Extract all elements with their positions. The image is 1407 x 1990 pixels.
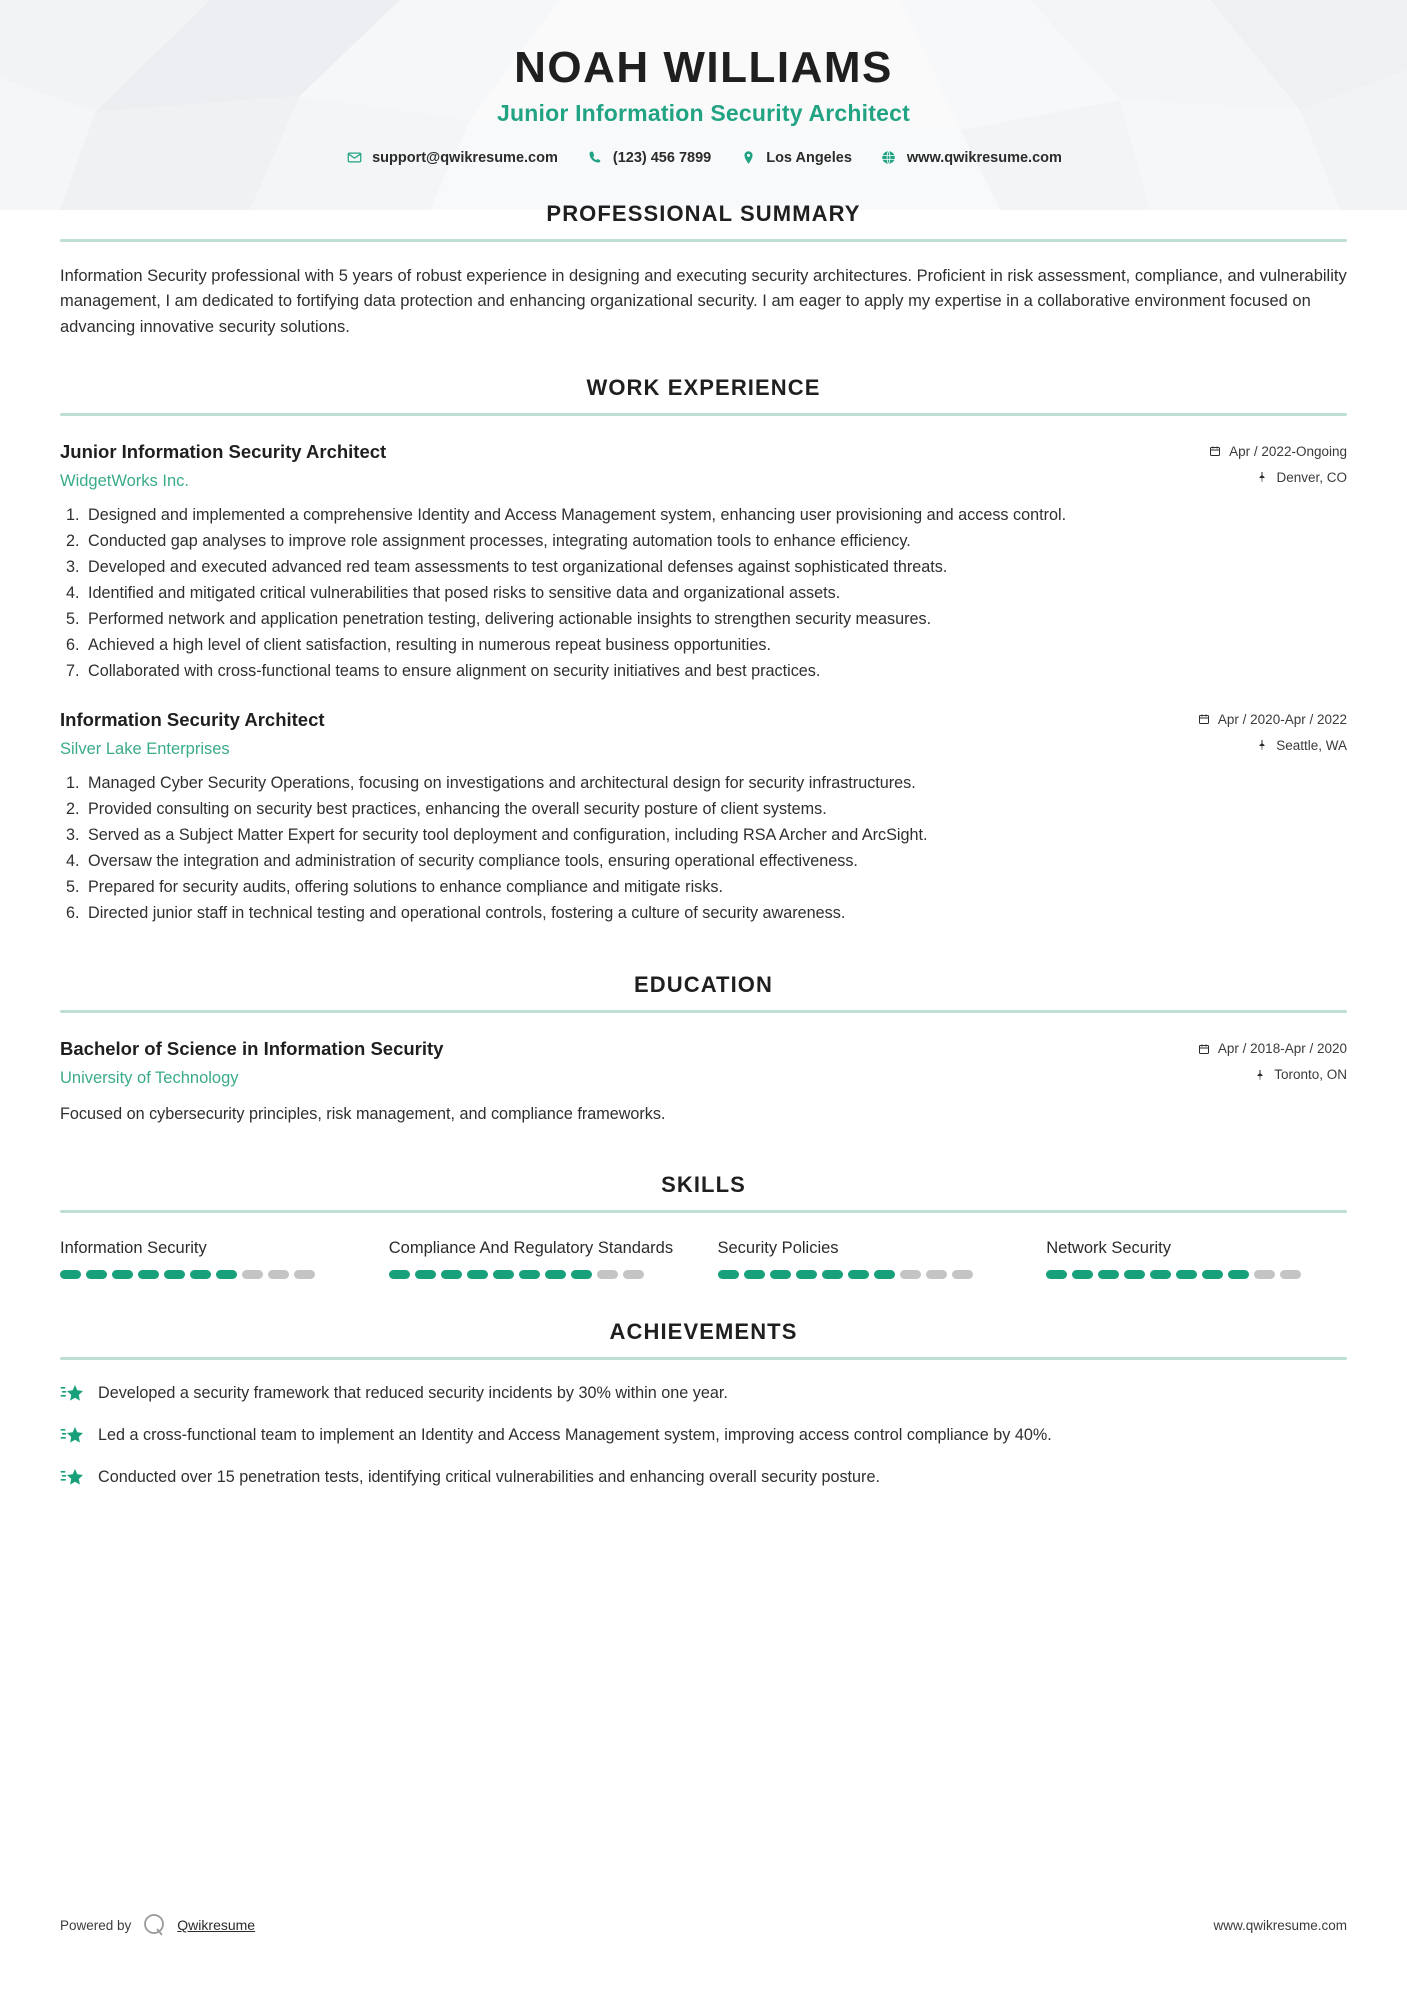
section-divider: [60, 239, 1347, 242]
skill-segment: [623, 1270, 644, 1279]
education-degree: Bachelor of Science in Information Security: [60, 1038, 444, 1060]
experience-dates-value: Apr / 2020-Apr / 2022: [1217, 711, 1347, 727]
list-item: 2. Conducted gap analyses to improve role assignment processes, integrating automation tools to enhance efficiency.: [84, 530, 1347, 554]
skill-segment: [822, 1270, 843, 1279]
section-skills: [60, 1172, 1347, 1279]
section-title-summary: PROFESSIONAL SUMMARY: [546, 200, 861, 226]
skill-segment: [848, 1270, 869, 1279]
achievement-text: Conducted over 15 penetration tests, identifying critical vulnerabilities and enhancing overall security posture.: [98, 1468, 880, 1487]
education-dates-value: Apr / 2018-Apr / 2020: [1217, 1041, 1347, 1057]
skill-segment: [1046, 1270, 1067, 1279]
education-location: [1197, 1067, 1347, 1082]
experience-entry-left: [60, 440, 1208, 492]
brand-link[interactable]: Qwikresume: [177, 1917, 256, 1933]
candidate-job-title: Junior Information Security Architect: [497, 99, 910, 126]
skill-segment: [519, 1270, 540, 1279]
education-school: University of Technology: [60, 1069, 239, 1088]
section-work-experience: [60, 375, 1347, 927]
education-entry-header: [60, 1037, 1347, 1089]
skill-segment: [138, 1270, 159, 1279]
list-item: 1. Managed Cyber Security Operations, focusing on investigations and architectural design for security infrastructures.: [84, 772, 1347, 796]
list-item: 7. Collaborated with cross-functional teams to ensure alignment on security initiatives and best practices.: [84, 660, 1347, 684]
education-entry-meta: [1197, 1037, 1347, 1082]
skill-segment: [952, 1270, 973, 1279]
star-burst-icon: [60, 1426, 86, 1448]
skill-label: Network Security: [1046, 1238, 1171, 1257]
section-title-skills: SKILLS: [661, 1171, 746, 1197]
skill-label: Information Security: [60, 1238, 207, 1257]
experience-location-value: Seattle, WA: [1276, 737, 1347, 753]
skill-segment: [164, 1270, 185, 1279]
skill-level-bar: [60, 1270, 361, 1279]
footer-branding: [60, 1912, 255, 1938]
achievements-list: [60, 1382, 1347, 1490]
skill-segment: [1254, 1270, 1275, 1279]
experience-bullet-list: [60, 504, 1347, 684]
experience-dates-value: Apr / 2022-Ongoing: [1229, 443, 1347, 459]
experience-location: [1197, 738, 1347, 753]
skill-segment: [1280, 1270, 1301, 1279]
section-professional-summary: [60, 201, 1347, 341]
phone-icon: [586, 149, 604, 167]
skill-segment: [1124, 1270, 1145, 1279]
skill-label: Compliance And Regulatory Standards: [388, 1238, 674, 1257]
skill-segment: [389, 1270, 410, 1279]
skills-grid: [60, 1237, 1347, 1279]
footer-website-url: www.qwikresume.com: [1213, 1917, 1347, 1933]
list-item: 6. Directed junior staff in technical testing and operational controls, fostering a culture of security awareness.: [84, 902, 1347, 926]
contact-email[interactable]: [331, 149, 572, 167]
section-divider: [60, 1357, 1347, 1360]
skill-segment: [216, 1270, 237, 1279]
section-education: [60, 972, 1347, 1126]
section-title-achievements: ACHIEVEMENTS: [609, 1319, 798, 1345]
experience-company: Silver Lake Enterprises: [60, 739, 230, 758]
skill-segment: [1072, 1270, 1093, 1279]
list-item: 4. Oversaw the integration and administration of security compliance tools, ensuring operational effectiveness.: [84, 850, 1347, 874]
experience-entry-meta: [1208, 440, 1347, 485]
experience-company: WidgetWorks Inc.: [60, 471, 189, 490]
experience-location-value: Denver, CO: [1276, 469, 1347, 485]
skill-segment: [770, 1270, 791, 1279]
section-achievements: [60, 1319, 1347, 1490]
star-burst-icon: [60, 1468, 86, 1490]
skill-label: Security Policies: [717, 1238, 839, 1257]
resume-header: [60, 0, 1347, 167]
calendar-icon: [1197, 712, 1211, 726]
skill-level-bar: [389, 1270, 690, 1279]
list-item: 6. Achieved a high level of client satisfaction, resulting in numerous repeat business opportunities.: [84, 634, 1347, 658]
list-item: 4. Identified and mitigated critical vulnerabilities that posed risks to sensitive data and organizational assets.: [84, 582, 1347, 606]
skill-segment: [268, 1270, 289, 1279]
skill-segment: [1202, 1270, 1223, 1279]
skill-segment: [112, 1270, 133, 1279]
list-item: [60, 1424, 1347, 1448]
list-item: [60, 1382, 1347, 1406]
contact-location[interactable]: [725, 149, 866, 167]
skill-segment: [571, 1270, 592, 1279]
experience-dates: [1208, 444, 1347, 459]
skill-segment: [467, 1270, 488, 1279]
page-footer: [60, 1912, 1347, 1938]
contact-row: [60, 149, 1347, 167]
star-burst-icon: [60, 1384, 86, 1406]
list-item: [60, 1466, 1347, 1490]
skill-segment: [60, 1270, 81, 1279]
education-entry-left: [60, 1037, 1197, 1089]
map-pin-icon: [1255, 738, 1269, 752]
experience-dates: [1197, 712, 1347, 727]
section-title-education: EDUCATION: [633, 972, 774, 998]
skill-segment: [1228, 1270, 1249, 1279]
skill-segment: [415, 1270, 436, 1279]
skill-segment: [796, 1270, 817, 1279]
experience-entry-meta: [1197, 708, 1347, 753]
list-item: 3. Developed and executed advanced red team assessments to test organizational defenses against sophisticated threats.: [84, 556, 1347, 580]
map-pin-icon: [1253, 1068, 1267, 1082]
contact-phone[interactable]: [572, 149, 725, 167]
education-dates: [1197, 1041, 1347, 1056]
experience-bullet-list: [60, 772, 1347, 926]
experience-entry-left: [60, 708, 1197, 760]
education-entry: [60, 1037, 1347, 1126]
skill-segment: [242, 1270, 263, 1279]
education-description: Focused on cybersecurity principles, risk management, and compliance frameworks.: [60, 1104, 666, 1123]
contact-website-value: www.qwikresume.com: [906, 149, 1062, 166]
skill-segment: [1150, 1270, 1171, 1279]
experience-role: Information Security Architect: [60, 708, 325, 730]
skill-segment: [874, 1270, 895, 1279]
powered-by-label: Powered by: [60, 1917, 132, 1933]
contact-phone-value: (123) 456 7899: [612, 149, 712, 166]
envelope-icon: [345, 149, 363, 167]
section-divider: [60, 1010, 1347, 1013]
skill-item: [1046, 1237, 1347, 1279]
skill-segment: [1176, 1270, 1197, 1279]
experience-role: Junior Information Security Architect: [60, 440, 387, 462]
calendar-icon: [1197, 1042, 1211, 1056]
location-pin-icon: [739, 149, 757, 167]
section-divider: [60, 1210, 1347, 1213]
skill-segment: [441, 1270, 462, 1279]
list-item: 2. Provided consulting on security best practices, enhancing the overall security posture of client systems.: [84, 798, 1347, 822]
skill-segment: [900, 1270, 921, 1279]
skill-segment: [545, 1270, 566, 1279]
section-divider: [60, 413, 1347, 416]
skill-segment: [493, 1270, 514, 1279]
skill-segment: [86, 1270, 107, 1279]
list-item: 5. Prepared for security audits, offering solutions to enhance compliance and mitigate risks.: [84, 876, 1347, 900]
contact-location-value: Los Angeles: [766, 149, 852, 166]
map-pin-icon: [1255, 470, 1269, 484]
list-item: 5. Performed network and application penetration testing, delivering actionable insights to strengthen security measures.: [84, 608, 1347, 632]
achievement-text: Led a cross-functional team to implement an Identity and Access Management system, improving access control compliance by 40%.: [98, 1426, 1052, 1445]
skill-segment: [1098, 1270, 1119, 1279]
skill-segment: [718, 1270, 739, 1279]
list-item: 1. Designed and implemented a comprehensive Identity and Access Management system, enhancing user provisioning and access control.: [84, 504, 1347, 528]
list-item: 3. Served as a Subject Matter Expert for security tool deployment and configuration, including RSA Archer and ArcSight.: [84, 824, 1347, 848]
contact-email-value: support@qwikresume.com: [372, 149, 558, 166]
experience-entry-header: [60, 708, 1347, 760]
skill-segment: [294, 1270, 315, 1279]
skill-item: [60, 1237, 361, 1279]
experience-location: [1208, 470, 1347, 485]
calendar-icon: [1208, 444, 1222, 458]
section-title-experience: WORK EXPERIENCE: [586, 374, 821, 400]
education-location-value: Toronto, ON: [1274, 1067, 1347, 1083]
experience-entry: [60, 708, 1347, 926]
experience-entry-header: [60, 440, 1347, 492]
qwikresume-logo-icon: [141, 1912, 167, 1938]
globe-icon: [880, 149, 898, 167]
skill-segment: [744, 1270, 765, 1279]
achievement-text: Developed a security framework that reduced security incidents by 30% within one year.: [98, 1384, 728, 1403]
skill-item: [718, 1237, 1019, 1279]
experience-entry: [60, 440, 1347, 684]
candidate-name: NOAH WILLIAMS: [514, 43, 893, 92]
contact-website[interactable]: [866, 149, 1076, 167]
summary-text: Information Security professional with 5 years of robust experience in designing and executing security architectures. Proficient in risk assessment, compliance, and vulnerability management, I am dedicated to fortifying data protection and enhancing organizational security. I am eager to apply my expertise in a collaborative environment focused on advancing innovative security solutions.: [60, 266, 1347, 337]
skill-segment: [926, 1270, 947, 1279]
skill-segment: [190, 1270, 211, 1279]
skill-segment: [597, 1270, 618, 1279]
skill-level-bar: [718, 1270, 1019, 1279]
skill-item: [389, 1237, 690, 1279]
skill-level-bar: [1046, 1270, 1347, 1279]
